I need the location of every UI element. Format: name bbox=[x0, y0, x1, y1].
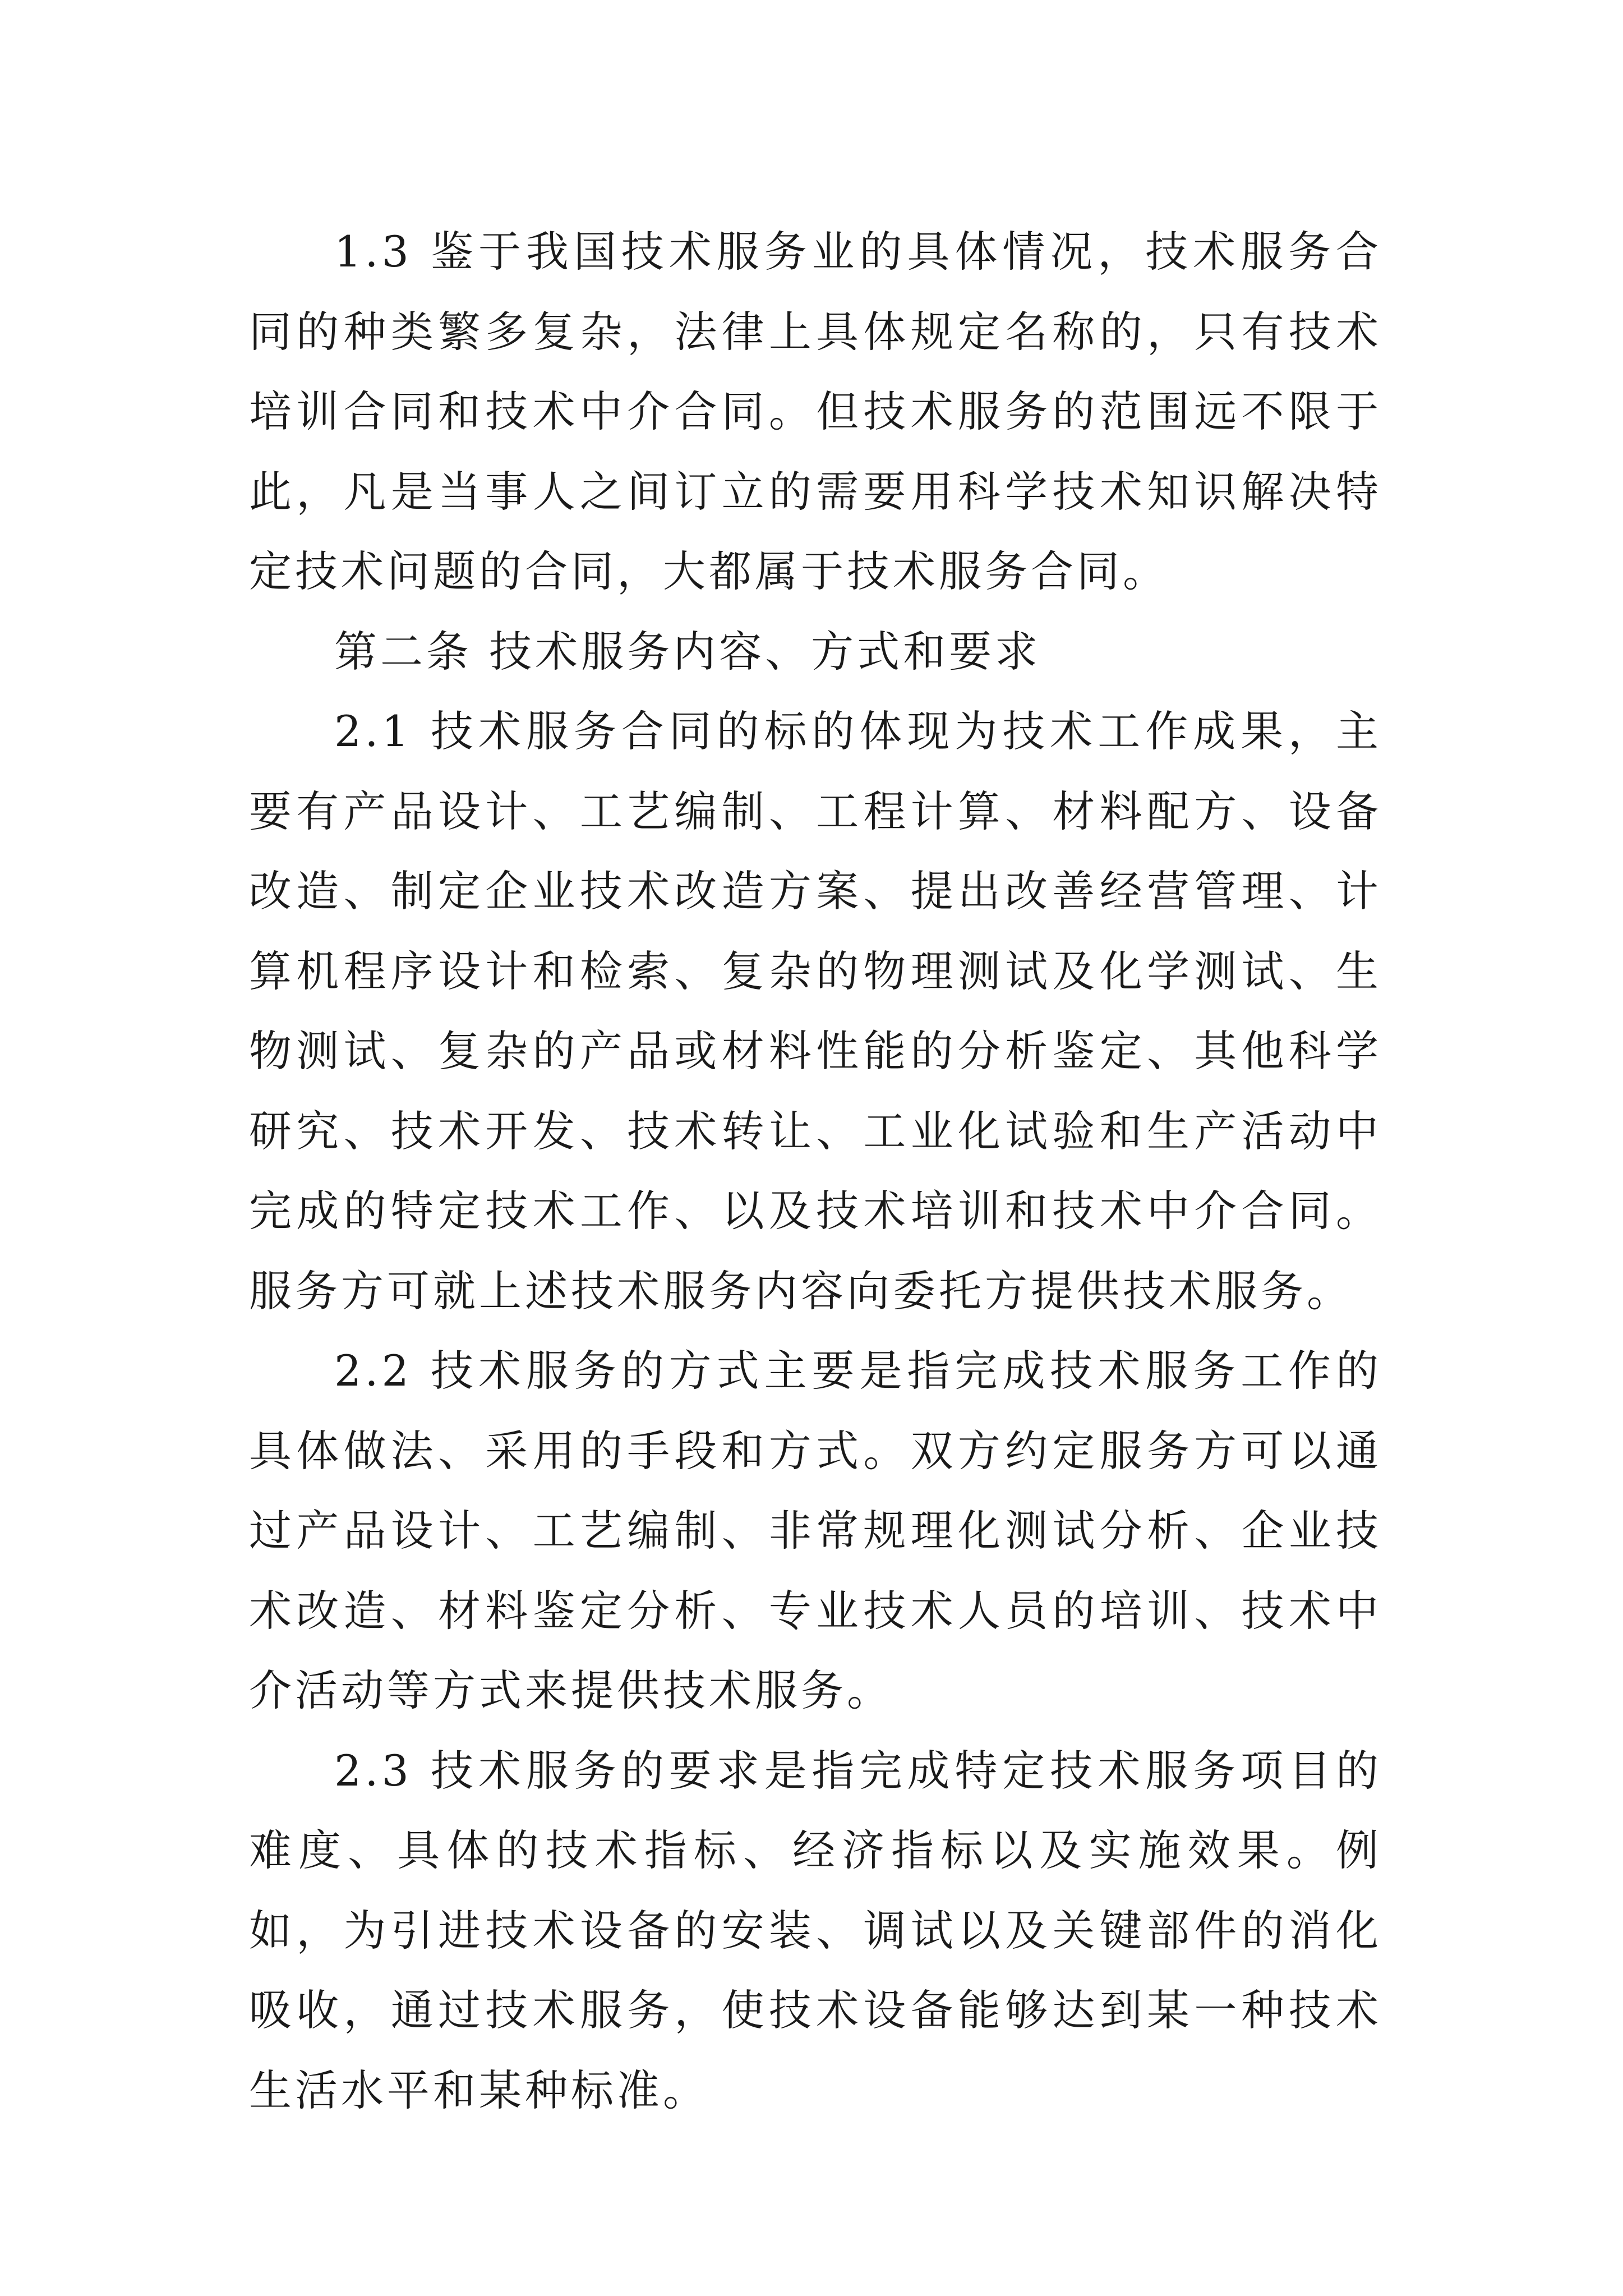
paragraph-2-2: 2.2 技术服务的方式主要是指完成技术服务工作的具体做法、采用的手段和方式。双方约定服务方可以通过产品设计、工艺编制、非常规理化测试分析、企业技术改造、材料鉴定分析、专业技术人员的培训、技术中介活动等方式来提供技术服务。 bbox=[249, 1346, 1382, 1715]
section-heading-article-2: 第二条 技术服务内容、方式和要求 bbox=[334, 626, 1041, 677]
paragraph-1-3: 1.3 鉴于我国技术服务业的具体情况，技术服务合同的种类繁多复杂，法律上具体规定名称的，只有技术培训合同和技术中介合同。但技术服务的范围远不限于此，凡是当事人之间订立的需要用科学技术知识解决特定技术问题的合同，大都属于技术服务合同。 bbox=[249, 227, 1382, 596]
paragraph-2-1: 2.1 技术服务合同的标的体现为技术工作成果，主要有产品设计、工艺编制、工程计算、材料配方、设备改造、制定企业技术改造方案、提出改善经营管理、计算机程序设计和检索、复杂的物理测试及化学测试、生物测试、复杂的产品或材料性能的分析鉴定、其他科学研究、技术开发、技术转让、工业化试验和生产活动中完成的特定技术工作、以及技术培训和技术中介合同。服务方可就上述技术服务内容向委托方提供技术服务。 bbox=[249, 706, 1382, 1316]
paragraph-2-3: 2.3 技术服务的要求是指完成特定技术服务项目的难度、具体的技术指标、经济指标以及实施效果。例如，为引进技术设备的安装、调试以及关键部件的消化吸收，通过技术服务，使技术设备能够达到某一种技术生活水平和某种标准。 bbox=[249, 1745, 1382, 2115]
document-body bbox=[249, 212, 1382, 2131]
